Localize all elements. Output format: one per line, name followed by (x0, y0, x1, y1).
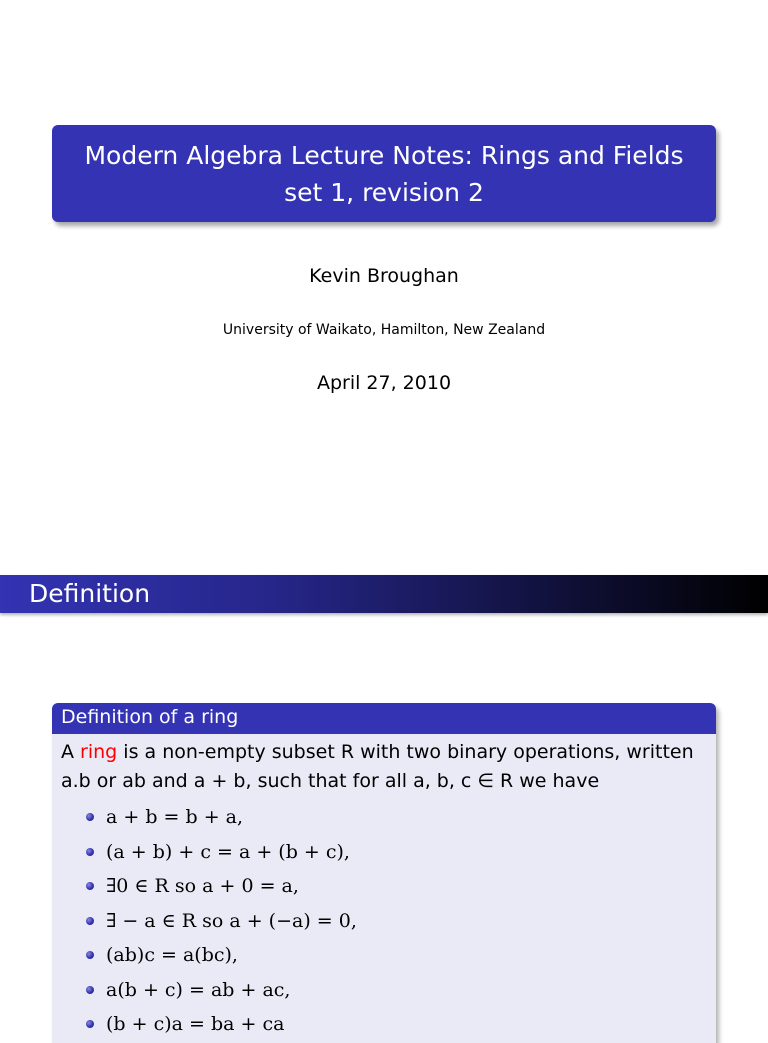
axiom-text: (ab)c = a(bc), (106, 944, 238, 966)
intro-prefix: A (61, 741, 81, 763)
intro-line-2: a.b or ab and a + b, such that for all a, b, c ∈ R we have (61, 770, 600, 792)
axiom-item (61, 973, 708, 1008)
axiom-item (61, 800, 708, 835)
axiom-text: ∃0 ∈ R so a + 0 = a, (106, 875, 299, 897)
intro-rest: is a non-empty subset R with two binary operations, written (117, 741, 694, 763)
ball-bullet-icon (86, 951, 94, 959)
axiom-item (61, 904, 708, 939)
frame-title: Definition (29, 579, 151, 608)
axiom-text: a + b = b + a, (106, 806, 244, 828)
frame-title-bar (0, 575, 768, 613)
ball-bullet-icon (86, 1020, 94, 1028)
axiom-text: a(b + c) = ab + ac, (106, 978, 291, 1001)
axiom-item (61, 938, 708, 973)
block-body (52, 734, 716, 1042)
ball-bullet-icon (86, 848, 94, 856)
definition-block (52, 703, 716, 1043)
axiom-item (61, 835, 708, 870)
ball-bullet-icon (86, 882, 94, 890)
author-name: Kevin Broughan (309, 265, 459, 287)
ball-bullet-icon (86, 986, 94, 994)
title-line-1: Modern Algebra Lecture Notes: Rings and Fields (84, 140, 684, 170)
block-title: Definition of a ring (52, 703, 716, 734)
ring-term: ring (80, 741, 118, 763)
institute: University of Waikato, Hamilton, New Zealand (222, 322, 546, 338)
title-box (52, 125, 716, 222)
title-line-2: set 1, revision 2 (284, 177, 484, 207)
intro-line-1 (61, 738, 708, 767)
axiom-text: ∃ − a ∈ R so a + (−a) = 0, (106, 909, 357, 932)
axiom-list (61, 800, 708, 1042)
ball-bullet-icon (86, 917, 94, 925)
axiom-item (61, 869, 708, 904)
axiom-text: (b + c)a = ba + ca (106, 1013, 285, 1035)
ball-bullet-icon (86, 813, 94, 821)
axiom-text: (a + b) + c = a + (b + c), (106, 840, 350, 863)
date: April 27, 2010 (316, 372, 452, 394)
axiom-item (61, 1007, 708, 1042)
